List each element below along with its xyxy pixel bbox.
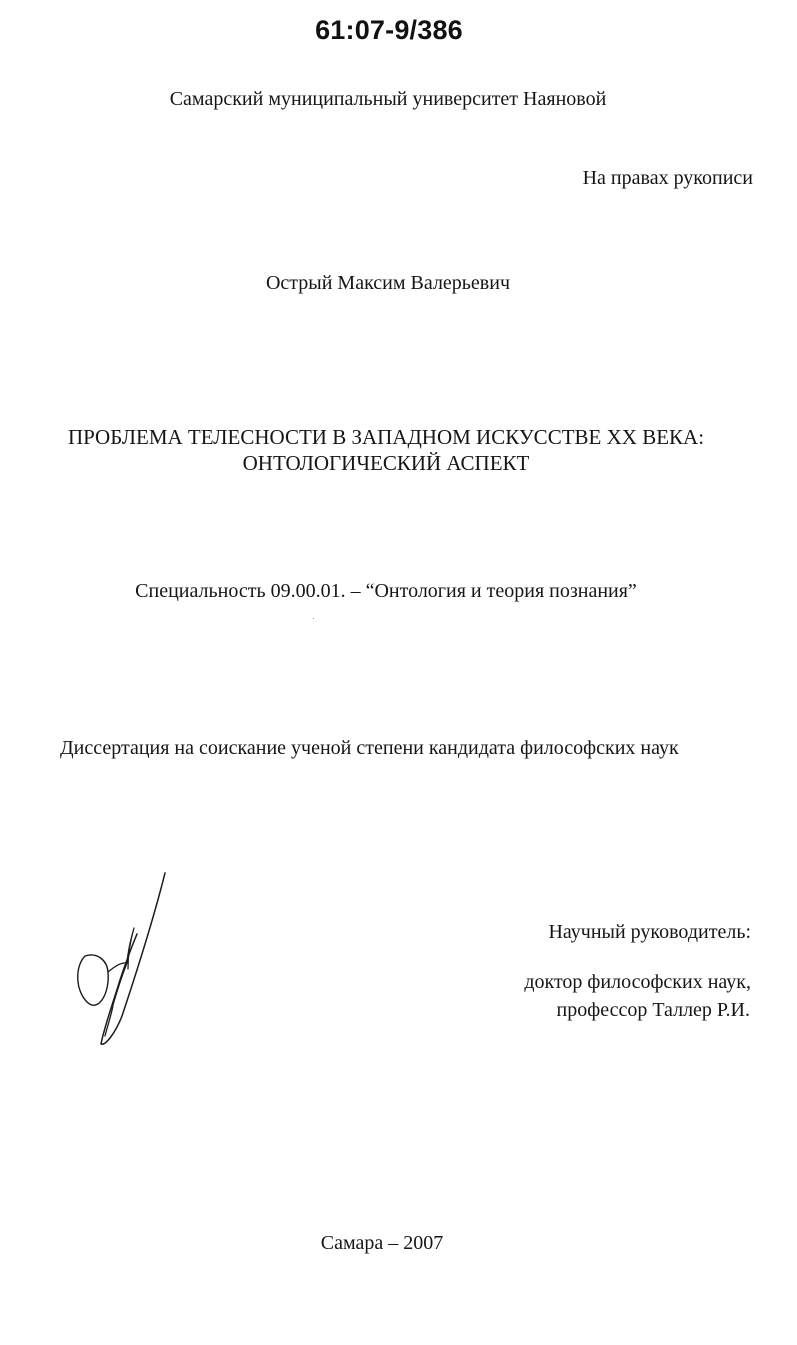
document-number-stamp: 61:07-9/386 (315, 15, 463, 45)
city-year: Самара – 2007 (320, 1232, 444, 1254)
manuscript-rights-note: На правах рукописи (582, 167, 753, 189)
scientific-advisor-label: Научный руководитель: (548, 921, 751, 943)
dissertation-title-line-2: ОНТОЛОГИЧЕСКИЙ АСПЕКТ (242, 451, 530, 475)
advisor-name: профессор Таллер Р.И. (556, 999, 750, 1021)
handwritten-signature (70, 868, 170, 1048)
dissertation-degree-line: Диссертация на соискание ученой степени кандидата философских наук (60, 737, 679, 759)
advisor-degree: доктор философских наук, (524, 971, 751, 993)
specialty-line: Специальность 09.00.01. – “Онтология и теория познания” (135, 580, 637, 602)
university-name: Самарский муниципальный университет Наяновой (169, 88, 607, 110)
author-name: Острый Максим Валерьевич (265, 272, 510, 294)
scan-speck (313, 618, 314, 619)
dissertation-title-line-1: ПРОБЛЕМА ТЕЛЕСНОСТИ В ЗАПАДНОМ ИСКУССТВЕ XX ВЕКА: (67, 425, 705, 449)
